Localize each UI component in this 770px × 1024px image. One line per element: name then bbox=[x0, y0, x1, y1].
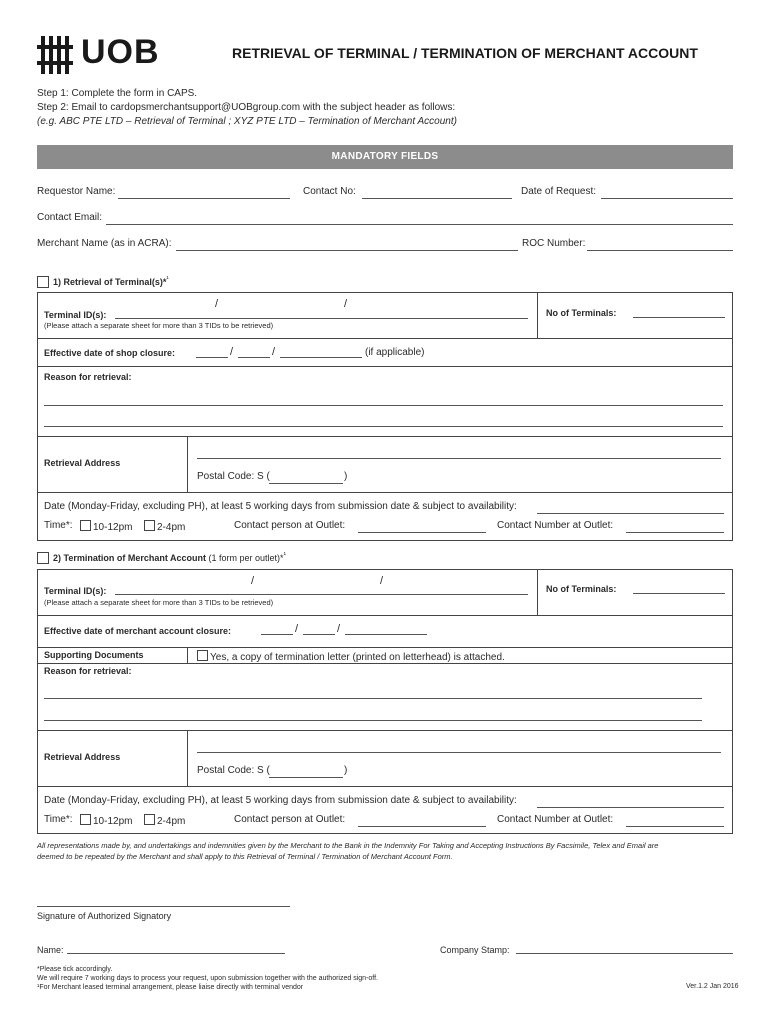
section1-divider bbox=[537, 292, 538, 338]
contact-email-label: Contact Email: bbox=[37, 212, 103, 223]
section1-row-line-4 bbox=[37, 492, 733, 493]
requestor-name-label: Requestor Name: bbox=[37, 186, 116, 197]
section2-time-label: Time*: bbox=[44, 814, 73, 825]
section1-terminal-ids-label: Terminal ID(s): bbox=[44, 310, 107, 320]
section2-time-option-2[interactable] bbox=[144, 814, 185, 827]
date-of-request-field[interactable] bbox=[601, 198, 733, 199]
footnote-3: ¹For Merchant leased terminal arrangement, please liaise directly with terminal vendor bbox=[37, 984, 304, 991]
footnote-1: *Please tick accordingly. bbox=[37, 966, 113, 973]
section1-heading-mark: ¹ bbox=[166, 276, 169, 283]
step-1: Step 1: Complete the form in CAPS. bbox=[37, 88, 198, 99]
section1-effective-year-field[interactable] bbox=[280, 357, 362, 358]
section2-tid-separator-2: / bbox=[380, 575, 384, 587]
section1-effective-day-field[interactable] bbox=[196, 357, 228, 358]
retrieval-of-terminal-checkbox[interactable] bbox=[37, 276, 49, 288]
section2-effective-month-field[interactable] bbox=[303, 634, 335, 635]
section2-contact-person-field[interactable] bbox=[358, 826, 486, 827]
section2-date-separator-1: / bbox=[295, 623, 299, 635]
section1-time-label: Time*: bbox=[44, 520, 73, 531]
section2-row-line-3 bbox=[37, 730, 733, 731]
section2-attach-note: (Please attach a separate sheet for more than 3 TIDs to be retrieved) bbox=[44, 598, 274, 607]
section1-postal-close: ) bbox=[344, 471, 348, 482]
section1-heading bbox=[53, 276, 169, 287]
section2-reason-field-2[interactable] bbox=[44, 720, 702, 721]
section2-supporting-divider bbox=[187, 647, 188, 663]
section1-heading-text: 1) Retrieval of Terminal(s)* bbox=[53, 277, 167, 287]
section1-attach-note: (Please attach a separate sheet for more than 3 TIDs to be retrieved) bbox=[44, 321, 274, 330]
section2-address-field[interactable] bbox=[197, 752, 721, 753]
uob-logo-icon bbox=[37, 36, 77, 74]
date-of-request-label: Date of Request: bbox=[521, 186, 597, 197]
section1-date-separator-1: / bbox=[230, 346, 234, 358]
section2-no-of-terminals-field[interactable] bbox=[633, 593, 725, 594]
section1-contact-person-field[interactable] bbox=[358, 532, 486, 533]
section2-date-separator-2: / bbox=[337, 623, 341, 635]
section2-terminal-ids-field[interactable] bbox=[115, 594, 528, 595]
section1-reason-label: Reason for retrieval: bbox=[44, 372, 132, 382]
disclaimer-line-2: deemed to be repeated by the Merchant and shall apply to this Retrieval of Terminal / Termination of Merchant Account Form. bbox=[37, 852, 453, 861]
section1-no-of-terminals-label: No of Terminals: bbox=[546, 308, 617, 318]
company-stamp-field[interactable] bbox=[516, 953, 733, 954]
section2-reason-label: Reason for retrieval: bbox=[44, 666, 132, 676]
brand-name: UOB bbox=[81, 33, 160, 71]
section2-supporting-text: Yes, a copy of termination letter (printed on letterhead) is attached. bbox=[210, 652, 505, 663]
version-label: Ver.1.2 Jan 2016 bbox=[686, 983, 739, 990]
section1-postal-code-label: Postal Code: S ( bbox=[197, 471, 270, 482]
section2-supporting-line-right bbox=[187, 663, 733, 664]
section2-supporting-option[interactable] bbox=[197, 650, 505, 663]
section2-contact-number-field[interactable] bbox=[626, 826, 724, 827]
section1-retrieval-address-label: Retrieval Address bbox=[44, 458, 121, 468]
roc-number-label: ROC Number: bbox=[522, 238, 586, 249]
step-2: Step 2: Email to cardopsmerchantsupport@UOBgroup.com with the subject header as follows: bbox=[37, 102, 456, 113]
section1-row-line-3 bbox=[37, 436, 733, 437]
section2-time-option-1-label: 10-12pm bbox=[93, 816, 133, 827]
section1-contact-person-label: Contact person at Outlet: bbox=[234, 520, 346, 531]
section2-supporting-checkbox[interactable] bbox=[197, 650, 208, 661]
section1-row-line-2 bbox=[37, 366, 733, 367]
section1-time-checkbox-1[interactable] bbox=[80, 520, 91, 531]
name-label: Name: bbox=[37, 945, 64, 955]
section2-contact-number-label: Contact Number at Outlet: bbox=[497, 814, 614, 825]
section1-time-checkbox-2[interactable] bbox=[144, 520, 155, 531]
section2-retrieval-address-label: Retrieval Address bbox=[44, 752, 121, 762]
contact-no-field[interactable] bbox=[362, 198, 512, 199]
section2-terminal-ids-label: Terminal ID(s): bbox=[44, 586, 107, 596]
section2-time-checkbox-1[interactable] bbox=[80, 814, 91, 825]
section2-heading-text: 2) Termination of Merchant Account bbox=[53, 553, 207, 563]
form-title: RETRIEVAL OF TERMINAL / TERMINATION OF MERCHANT ACCOUNT bbox=[232, 45, 698, 61]
section1-date-separator-2: / bbox=[272, 346, 276, 358]
section2-heading-mark: ¹ bbox=[283, 552, 286, 559]
section2-effective-date-label: Effective date of merchant account closure: bbox=[44, 626, 232, 636]
section1-date-label: Date (Monday-Friday, excluding PH), at least 5 working days from submission date & subject to availability: bbox=[44, 501, 517, 512]
section2-contact-person-label: Contact person at Outlet: bbox=[234, 814, 346, 825]
section1-if-applicable: (if applicable) bbox=[365, 347, 425, 358]
section1-tid-separator-2: / bbox=[344, 298, 348, 310]
section1-contact-number-field[interactable] bbox=[626, 532, 724, 533]
section2-effective-year-field[interactable] bbox=[345, 634, 427, 635]
section2-supporting-docs-label: Supporting Documents bbox=[44, 650, 144, 660]
name-field[interactable] bbox=[67, 953, 285, 954]
section2-supporting-line bbox=[37, 663, 187, 664]
mandatory-fields-banner: MANDATORY FIELDS bbox=[37, 145, 733, 169]
section1-tid-separator-1: / bbox=[215, 298, 219, 310]
section2-time-checkbox-2[interactable] bbox=[144, 814, 155, 825]
section1-effective-date-label: Effective date of shop closure: bbox=[44, 348, 176, 358]
contact-no-label: Contact No: bbox=[303, 186, 356, 197]
section2-postal-code-field[interactable] bbox=[269, 777, 343, 778]
termination-of-merchant-checkbox[interactable] bbox=[37, 552, 49, 564]
section2-postal-close: ) bbox=[344, 765, 348, 776]
section1-postal-code-field[interactable] bbox=[269, 483, 343, 484]
section1-time-option-1-label: 10-12pm bbox=[93, 522, 133, 533]
section1-contact-number-label: Contact Number at Outlet: bbox=[497, 520, 614, 531]
section1-time-option-2-label: 2-4pm bbox=[157, 522, 186, 533]
section2-heading-suffix: (1 form per outlet)* bbox=[208, 553, 284, 563]
section2-time-option-2-label: 2-4pm bbox=[157, 816, 186, 827]
section2-tid-separator-1: / bbox=[251, 575, 255, 587]
section2-heading bbox=[53, 552, 286, 563]
section2-row-line-4 bbox=[37, 786, 733, 787]
section2-address-divider bbox=[187, 730, 188, 786]
section2-divider bbox=[537, 569, 538, 615]
contact-email-field[interactable] bbox=[106, 224, 733, 225]
merchant-name-label: Merchant Name (as in ACRA): bbox=[37, 238, 172, 249]
footnote-2: We will require 7 working days to process your request, upon submission together with the authorized sign-off. bbox=[37, 975, 378, 982]
section1-address-divider bbox=[187, 436, 188, 492]
section2-row-line-2 bbox=[37, 647, 733, 648]
section2-reason-field-1[interactable] bbox=[44, 698, 702, 699]
section1-row-line-1 bbox=[37, 338, 733, 339]
roc-number-field[interactable] bbox=[587, 250, 733, 251]
section2-time-option-1[interactable] bbox=[80, 814, 132, 827]
section1-effective-month-field[interactable] bbox=[238, 357, 270, 358]
step-example: (e.g. ABC PTE LTD – Retrieval of Terminal ; XYZ PTE LTD – Termination of Merchant Account) bbox=[37, 116, 457, 127]
section2-date-label: Date (Monday-Friday, excluding PH), at least 5 working days from submission date & subject to availability: bbox=[44, 795, 517, 806]
section1-reason-field-2[interactable] bbox=[44, 426, 723, 427]
section2-effective-day-field[interactable] bbox=[261, 634, 293, 635]
disclaimer-line-1: All representations made by, and undertakings and indemnities given by the Merchant to the Bank in the Indemnity For Taking and Accepting Instructions By Facsimile, Telex and Email are bbox=[37, 841, 659, 850]
section1-time-option-2[interactable] bbox=[144, 520, 185, 533]
section1-address-field[interactable] bbox=[197, 458, 721, 459]
signature-field[interactable] bbox=[37, 906, 290, 907]
section1-reason-field-1[interactable] bbox=[44, 405, 723, 406]
signature-label: Signature of Authorized Signatory bbox=[37, 911, 172, 921]
section1-terminal-ids-field[interactable] bbox=[115, 318, 528, 319]
section1-date-field[interactable] bbox=[537, 513, 724, 514]
section2-no-of-terminals-label: No of Terminals: bbox=[546, 584, 617, 594]
merchant-name-field[interactable] bbox=[176, 250, 518, 251]
section1-no-of-terminals-field[interactable] bbox=[633, 317, 725, 318]
section1-time-option-1[interactable] bbox=[80, 520, 132, 533]
section2-postal-code-label: Postal Code: S ( bbox=[197, 765, 270, 776]
company-stamp-label: Company Stamp: bbox=[440, 945, 510, 955]
section2-row-line-1 bbox=[37, 615, 733, 616]
requestor-name-field[interactable] bbox=[118, 198, 290, 199]
section2-date-field[interactable] bbox=[537, 807, 724, 808]
